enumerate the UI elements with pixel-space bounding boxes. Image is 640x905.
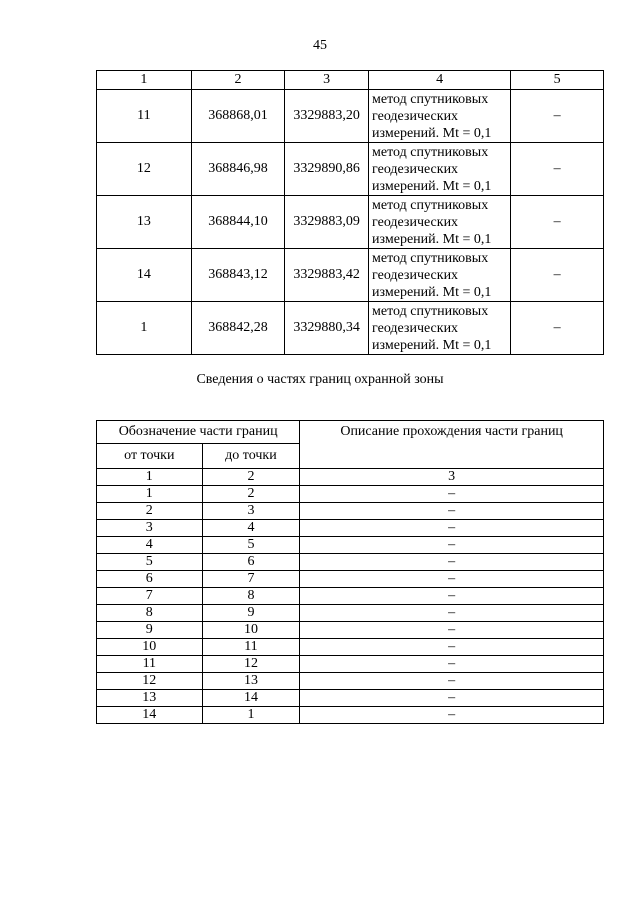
table-row — [97, 486, 604, 503]
table-row — [97, 196, 604, 249]
table-row — [97, 503, 604, 520]
description-cell: – — [300, 622, 604, 639]
description-cell: – — [300, 605, 604, 622]
table-row — [97, 249, 604, 302]
table-row — [97, 656, 604, 673]
table-row — [97, 622, 604, 639]
point-number: 13 — [97, 196, 192, 249]
table-row — [97, 302, 604, 355]
method-line: геодезических — [372, 214, 459, 230]
x-coordinate: 368868,01 — [191, 90, 285, 143]
from-point: 3 — [97, 520, 203, 537]
method-description — [369, 196, 511, 249]
table-row — [97, 143, 604, 196]
y-coordinate: 3329890,86 — [285, 143, 369, 196]
to-point: 8 — [202, 588, 300, 605]
table-row — [97, 690, 604, 707]
column-header: 4 — [369, 71, 511, 90]
to-point: 14 — [202, 690, 300, 707]
column-header: 3 — [285, 71, 369, 90]
header-description: Описание прохождения части границ — [300, 421, 604, 469]
to-point: 7 — [202, 571, 300, 588]
method-line: измерений. Mt = 0,1 — [372, 231, 492, 247]
from-point: 12 — [97, 673, 203, 690]
method-line: метод спутниковых — [372, 144, 489, 160]
description-cell: – — [300, 690, 604, 707]
table-row — [97, 90, 604, 143]
y-coordinate: 3329880,34 — [285, 302, 369, 355]
table-row — [97, 639, 604, 656]
table-row — [97, 571, 604, 588]
from-point: 7 — [97, 588, 203, 605]
header-from-point: от точки — [97, 444, 203, 469]
to-point: 2 — [202, 486, 300, 503]
y-coordinate: 3329883,09 — [285, 196, 369, 249]
note-cell: – — [511, 302, 604, 355]
from-point: 6 — [97, 571, 203, 588]
column-number: 3 — [300, 469, 604, 486]
column-number: 2 — [202, 469, 300, 486]
column-number: 1 — [97, 469, 203, 486]
y-coordinate: 3329883,20 — [285, 90, 369, 143]
description-cell: – — [300, 707, 604, 724]
method-line: метод спутниковых — [372, 91, 489, 107]
to-point: 10 — [202, 622, 300, 639]
description-cell: – — [300, 537, 604, 554]
from-point: 11 — [97, 656, 203, 673]
from-point: 2 — [97, 503, 203, 520]
point-number: 12 — [97, 143, 192, 196]
coordinates-table — [96, 70, 604, 355]
method-description — [369, 249, 511, 302]
to-point: 5 — [202, 537, 300, 554]
x-coordinate: 368846,98 — [191, 143, 285, 196]
from-point: 10 — [97, 639, 203, 656]
point-number: 14 — [97, 249, 192, 302]
method-description — [369, 143, 511, 196]
to-point: 11 — [202, 639, 300, 656]
description-cell: – — [300, 486, 604, 503]
point-number: 11 — [97, 90, 192, 143]
table-row — [97, 520, 604, 537]
column-header: 5 — [511, 71, 604, 90]
point-number: 1 — [97, 302, 192, 355]
to-point: 1 — [202, 707, 300, 724]
column-header: 2 — [191, 71, 285, 90]
parts-header-row — [97, 421, 604, 444]
to-point: 4 — [202, 520, 300, 537]
description-cell: – — [300, 656, 604, 673]
to-point: 12 — [202, 656, 300, 673]
method-line: измерений. Mt = 0,1 — [372, 125, 492, 141]
note-cell: – — [511, 196, 604, 249]
table-row — [97, 588, 604, 605]
from-point: 4 — [97, 537, 203, 554]
table-row — [97, 537, 604, 554]
from-point: 5 — [97, 554, 203, 571]
table-row — [97, 673, 604, 690]
method-line: измерений. Mt = 0,1 — [372, 178, 492, 194]
from-point: 13 — [97, 690, 203, 707]
to-point: 9 — [202, 605, 300, 622]
boundary-parts-table — [96, 420, 604, 724]
from-point: 8 — [97, 605, 203, 622]
method-line: геодезических — [372, 267, 459, 283]
column-header: 1 — [97, 71, 192, 90]
method-line: измерений. Mt = 0,1 — [372, 337, 492, 353]
description-cell: – — [300, 588, 604, 605]
x-coordinate: 368844,10 — [191, 196, 285, 249]
method-description — [369, 302, 511, 355]
coordinates-header-row — [97, 71, 604, 90]
method-line: геодезических — [372, 320, 459, 336]
from-point: 9 — [97, 622, 203, 639]
description-cell: – — [300, 503, 604, 520]
method-description — [369, 90, 511, 143]
method-line: измерений. Mt = 0,1 — [372, 284, 492, 300]
table-row — [97, 554, 604, 571]
table-row — [97, 707, 604, 724]
to-point: 3 — [202, 503, 300, 520]
x-coordinate: 368843,12 — [191, 249, 285, 302]
note-cell: – — [511, 249, 604, 302]
description-cell: – — [300, 571, 604, 588]
header-group-designation: Обозначение части границ — [97, 421, 300, 444]
header-to-point: до точки — [202, 444, 300, 469]
method-line: геодезических — [372, 108, 459, 124]
method-line: метод спутниковых — [372, 250, 489, 266]
to-point: 13 — [202, 673, 300, 690]
x-coordinate: 368842,28 — [191, 302, 285, 355]
description-cell: – — [300, 673, 604, 690]
method-line: метод спутниковых — [372, 303, 489, 319]
method-line: геодезических — [372, 161, 459, 177]
column-number-row — [97, 469, 604, 486]
description-cell: – — [300, 554, 604, 571]
to-point: 6 — [202, 554, 300, 571]
method-line: метод спутниковых — [372, 197, 489, 213]
y-coordinate: 3329883,42 — [285, 249, 369, 302]
note-cell: – — [511, 90, 604, 143]
from-point: 1 — [97, 486, 203, 503]
description-cell: – — [300, 520, 604, 537]
from-point: 14 — [97, 707, 203, 724]
section-title: Сведения о частях границ охранной зоны — [196, 372, 444, 387]
page-number: 45 — [313, 38, 327, 53]
table-row — [97, 605, 604, 622]
note-cell: – — [511, 143, 604, 196]
description-cell: – — [300, 639, 604, 656]
